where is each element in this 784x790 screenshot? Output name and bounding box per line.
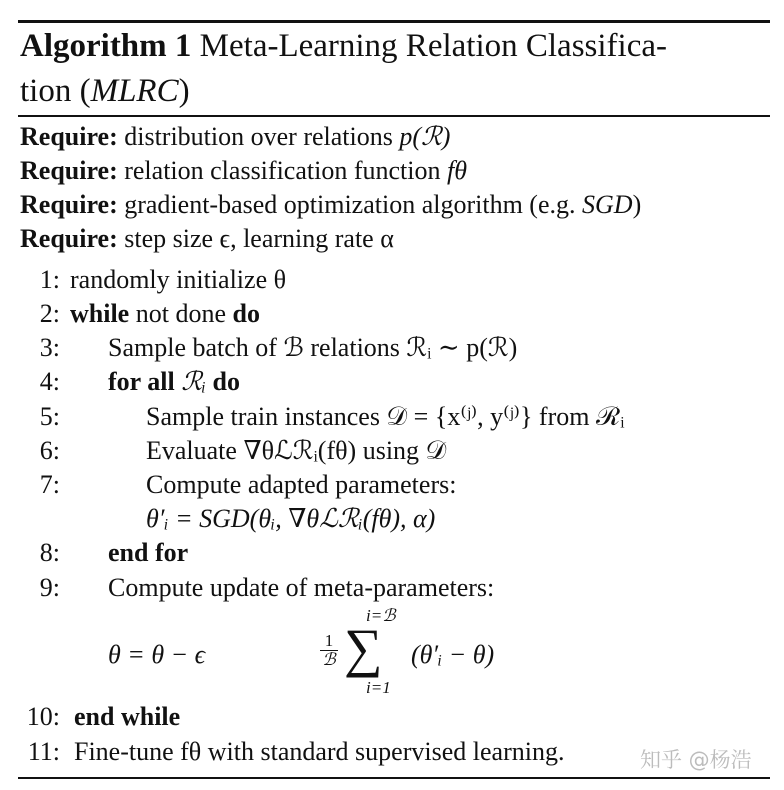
- require-keyword: Require:: [20, 190, 118, 219]
- step-text: Sample batch of ℬ relations ℛᵢ ∼ p(ℛ): [108, 333, 518, 362]
- step-math: ℛᵢ: [181, 367, 207, 396]
- require-text: gradient-based optimization algorithm (e.g.: [124, 190, 576, 219]
- meta-update-equation: [108, 606, 508, 706]
- require-text: step size ϵ, learning rate α: [124, 224, 394, 253]
- bottom-rule: [18, 777, 770, 779]
- require-line-4: [20, 223, 394, 255]
- require-keyword: Require:: [20, 156, 118, 185]
- step-number: 6:: [39, 436, 60, 465]
- require-text: distribution over relations: [124, 122, 393, 151]
- step-number: 5:: [39, 402, 60, 431]
- keyword-end-while: end while: [74, 702, 181, 731]
- require-tail: ): [632, 190, 642, 219]
- sum-upper-limit: i=ℬ: [366, 606, 396, 625]
- step-text: Evaluate ∇θℒℛᵢ(fθ) using 𝒟: [146, 436, 447, 465]
- step-text: Sample train instances 𝒟 = {x⁽ʲ⁾, y⁽ʲ⁾} from ℛᵢ: [146, 402, 625, 431]
- watermark: 知乎 @杨浩: [640, 748, 752, 772]
- require-line-2: [20, 155, 467, 187]
- step-text: randomly initialize θ: [70, 265, 287, 294]
- algorithm-title: [20, 24, 772, 114]
- top-rule: [18, 20, 770, 23]
- fraction-numerator: 1: [320, 632, 338, 651]
- require-math: fθ: [446, 156, 467, 185]
- header-rule: [18, 115, 770, 117]
- step-number: 3:: [39, 333, 60, 362]
- step-text: Fine-tune fθ with standard supervised learning.: [74, 737, 565, 766]
- step-number: 4:: [39, 367, 60, 396]
- require-line-3: [20, 189, 641, 221]
- keyword-end-for: end for: [108, 538, 189, 567]
- algorithm-name-line2a: tion (: [20, 73, 91, 109]
- step-number: 2:: [39, 299, 60, 328]
- require-math: p(ℛ): [399, 122, 451, 151]
- keyword-do: do: [212, 367, 241, 396]
- step-text: not done: [135, 299, 226, 328]
- algorithm-name-line2b: ): [178, 73, 190, 109]
- step-number: 1:: [39, 265, 60, 294]
- equation-lhs: θ = θ − ϵ: [108, 640, 206, 669]
- step-number: 10:: [26, 702, 60, 731]
- require-line-1: [20, 121, 450, 153]
- step-text: Compute adapted parameters:: [146, 470, 457, 499]
- algorithm-number: Algorithm 1: [20, 28, 192, 64]
- fraction-denominator: ℬ: [322, 650, 336, 669]
- sum-lower-limit: i=1: [366, 678, 391, 697]
- algorithm-abbr: MLRC: [90, 73, 179, 109]
- keyword-while: while: [70, 299, 130, 328]
- keyword-do: do: [232, 299, 260, 328]
- algorithm-name-line1: Meta-Learning Relation Classifica-: [199, 28, 667, 64]
- require-keyword: Require:: [20, 122, 118, 151]
- step-number: 9:: [39, 573, 60, 602]
- equation-rhs: (θ′ᵢ − θ): [411, 640, 495, 669]
- step-body: [108, 366, 240, 398]
- step-number: 7:: [39, 470, 60, 499]
- summation-sign: ∑: [344, 618, 383, 678]
- keyword-for-all: for all: [108, 367, 175, 396]
- step-number: 8:: [39, 538, 60, 567]
- step-number: 11:: [27, 737, 60, 766]
- require-math: SGD: [582, 190, 633, 219]
- require-keyword: Require:: [20, 224, 118, 253]
- step-formula: θ′ᵢ = SGD(θᵢ, ∇θℒℛᵢ(fθ), α): [146, 504, 436, 533]
- step-body: [70, 298, 260, 330]
- step-text: Compute update of meta-parameters:: [108, 573, 495, 602]
- equation-fraction: [320, 632, 338, 669]
- require-text: relation classification function: [124, 156, 441, 185]
